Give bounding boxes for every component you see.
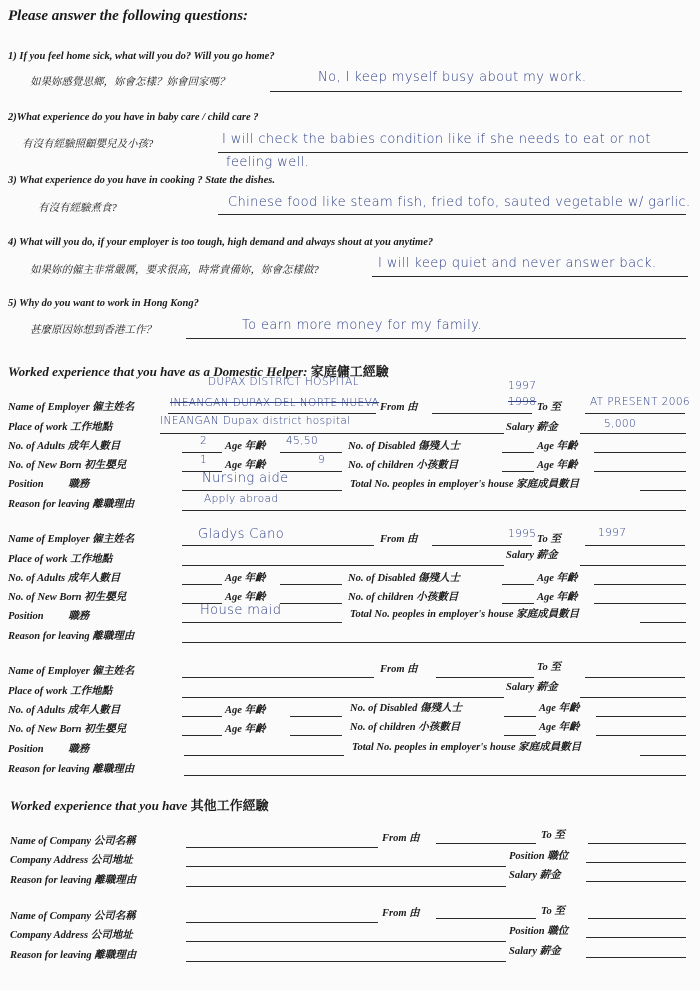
form-label: Company Address: [10, 855, 89, 866]
field-underline: [280, 584, 342, 585]
form-label: Position: [509, 926, 545, 937]
form-label: 職位: [547, 851, 569, 862]
form-label: Age: [537, 592, 554, 603]
form-label: Total No. peoples in employer's house: [350, 609, 514, 620]
field-underline: [290, 716, 342, 717]
form-label: Age: [537, 573, 554, 584]
field-underline: [594, 603, 686, 604]
form-label: 薪金: [536, 422, 558, 433]
field-underline: [436, 677, 534, 678]
employer1-salary-label: [506, 419, 558, 434]
employer2-position[interactable]: House maid: [200, 603, 282, 618]
form-label: [225, 721, 266, 736]
field-underline: [182, 510, 686, 511]
form-label: [509, 923, 568, 938]
answer-3-line: [218, 214, 686, 215]
employer1-name-above: DUPAX DISTRICT HOSPITAL: [208, 376, 359, 388]
form-label: 工作地點: [70, 554, 113, 565]
form-label: 公司地址: [90, 855, 133, 866]
form-label: 小孩數目: [416, 460, 459, 471]
form-label: [225, 702, 266, 717]
form-label: Worked experience that you have as a Domestic Helper:: [8, 364, 308, 379]
form-label: 離職理由: [92, 631, 135, 642]
form-label: Salary: [509, 870, 538, 881]
form-label: From: [380, 664, 405, 675]
form-label: 離職理由: [94, 950, 137, 961]
form-label: [539, 719, 580, 734]
form-label: 至: [550, 534, 561, 545]
field-underline: [182, 622, 342, 623]
employer1-reason-label: [8, 496, 134, 511]
form-label: 僱主姓名: [92, 666, 135, 677]
field-underline: [184, 775, 686, 776]
form-label: 僱主姓名: [92, 402, 135, 413]
form-label: 年齡: [244, 705, 266, 716]
form-label: Name of Company: [10, 836, 92, 847]
form-label: No. of Disabled: [350, 703, 418, 714]
employer1-position[interactable]: Nursing aide: [202, 471, 289, 486]
field-underline: [182, 452, 222, 453]
form-label: [10, 927, 133, 942]
form-label: [8, 761, 134, 776]
form-label: 初生嬰兒: [84, 724, 127, 735]
form-label: Age: [225, 460, 242, 471]
form-label: Name of Employer: [8, 666, 90, 677]
employer1-adults-age[interactable]: 45,50: [286, 435, 319, 447]
form-label: [352, 739, 581, 754]
field-underline: [182, 716, 222, 717]
field-underline: [580, 565, 686, 566]
form-label: [537, 457, 578, 472]
employer1-from-label: [380, 399, 418, 414]
form-label: No. of New Born: [8, 592, 82, 603]
form-label: 工作地點: [70, 422, 113, 433]
field-underline: [640, 490, 686, 491]
field-underline: [585, 677, 685, 678]
field-underline: [502, 584, 534, 585]
form-label: 家庭成員數目: [516, 479, 580, 490]
form-label: 年齡: [244, 441, 266, 452]
employer1-from-above: 1997: [508, 380, 537, 392]
form-label: 由: [407, 664, 418, 675]
form-label: 初生嬰兒: [84, 460, 127, 471]
employer1-newborn-label: [8, 457, 126, 472]
question-4: 4) What will you do, if your employer is too tough, high demand and always shout at you anytime?: [8, 237, 434, 248]
form-label: 家庭成員數目: [518, 742, 582, 753]
field-underline: [280, 603, 342, 604]
field-underline: [594, 452, 686, 453]
form-label: [225, 589, 266, 604]
form-label: 年齡: [556, 592, 578, 603]
field-underline: [594, 471, 686, 472]
field-underline: [182, 490, 342, 491]
form-label: To: [537, 662, 548, 673]
field-underline: [596, 716, 686, 717]
field-underline: [586, 881, 686, 882]
form-label: [8, 663, 134, 678]
form-label: 家庭傭工經驗: [310, 364, 389, 379]
question-1-zh: 如果妳感覺思鄉，妳會怎樣？妳會回家嗎？: [30, 77, 230, 88]
form-label: Name of Employer: [8, 402, 90, 413]
form-label: 由: [407, 534, 418, 545]
form-label: 僱主姓名: [92, 534, 135, 545]
form-label: [10, 947, 136, 962]
form-label: 小孩數目: [418, 722, 461, 733]
form-label: Age: [537, 460, 554, 471]
answer-2[interactable]: I will check the babies condition like if she needs to eat or not: [222, 132, 651, 147]
field-underline: [432, 413, 532, 414]
answer-5[interactable]: To earn more money for my family.: [242, 318, 482, 333]
form-label: 成年人數目: [67, 573, 121, 584]
employer1-reason[interactable]: Apply abroad: [204, 493, 279, 505]
form-label: [537, 438, 578, 453]
form-label: [348, 589, 458, 604]
form-label: [10, 872, 136, 887]
form-label: 薪金: [539, 870, 561, 881]
employer1-name-label: [8, 399, 134, 414]
form-label: Reason for leaving: [10, 875, 92, 886]
form-label: Age: [225, 705, 242, 716]
form-label: [10, 908, 136, 923]
question-3-zh: 有沒有經驗煮食?: [38, 203, 117, 214]
field-underline: [186, 941, 506, 942]
form-label: 初生嬰兒: [84, 592, 127, 603]
employer1-newborn-age[interactable]: 9: [318, 454, 326, 466]
employer1-salary[interactable]: 5,000: [604, 418, 637, 430]
form-label: Total No. peoples in employer's house: [350, 479, 514, 490]
form-label: Name of Employer: [8, 534, 90, 545]
form-label: Age: [225, 573, 242, 584]
field-underline: [596, 735, 686, 736]
question-4-zh: 如果妳的僱主非常嚴厲，要求很高，時常責備妳，妳會怎樣做?: [30, 265, 319, 276]
field-underline: [182, 735, 222, 736]
field-underline: [182, 584, 222, 585]
form-label: [509, 848, 568, 863]
form-label: To: [537, 534, 548, 545]
answer-2-line: [218, 152, 688, 153]
form-label: 職務: [68, 744, 90, 755]
form-label: Worked experience that you have: [10, 798, 188, 813]
question-5-zh: 甚麼原因妳想到香港工作？: [30, 325, 156, 336]
form-label: 年齡: [244, 460, 266, 471]
form-label: No. of Adults: [8, 573, 66, 584]
field-underline: [432, 545, 532, 546]
employer1-position-label: [8, 476, 89, 491]
form-label: No. of Disabled: [348, 441, 416, 452]
employer2-from[interactable]: 1995: [508, 528, 537, 540]
form-label: No. of children: [350, 722, 416, 733]
form-label: Reason for leaving: [8, 764, 90, 775]
form-label: No. of New Born: [8, 460, 82, 471]
field-underline: [585, 545, 685, 546]
form-label: [541, 827, 565, 842]
answer-4-line: [372, 276, 688, 277]
field-underline: [580, 433, 686, 434]
form-label: Name of Company: [10, 911, 92, 922]
form-label: [350, 606, 579, 621]
form-label: [380, 661, 418, 676]
form-label: Age: [225, 441, 242, 452]
employer1-name[interactable]: INEANGAN DUPAX DEL NORTE NUEVA: [170, 397, 380, 409]
field-underline: [280, 452, 342, 453]
form-label: 年齡: [558, 722, 580, 733]
field-underline: [186, 866, 506, 867]
field-underline: [586, 862, 686, 863]
form-label: 成年人數目: [67, 441, 121, 452]
form-label: [225, 438, 266, 453]
field-underline: [186, 847, 378, 848]
employer2-to[interactable]: 1997: [598, 527, 627, 539]
form-label: Reason for leaving: [8, 499, 90, 510]
field-underline: [184, 755, 344, 756]
form-label: 薪金: [539, 946, 561, 957]
page-title: Please answer the following questions:: [8, 8, 249, 24]
field-underline: [640, 755, 686, 756]
field-underline: [640, 622, 686, 623]
form-label: 公司名稱: [93, 911, 136, 922]
field-underline: [585, 413, 685, 414]
form-label: [537, 659, 561, 674]
form-label: From: [380, 534, 405, 545]
form-label: [537, 589, 578, 604]
form-label: [8, 721, 126, 736]
form-label: Salary: [506, 682, 535, 693]
form-label: [506, 679, 558, 694]
field-underline: [588, 843, 686, 844]
form-label: Age: [539, 722, 556, 733]
form-label: [225, 570, 266, 585]
form-label: Reason for leaving: [10, 950, 92, 961]
form-label: No. of New Born: [8, 724, 82, 735]
field-underline: [586, 957, 686, 958]
form-label: From: [382, 908, 407, 919]
form-label: 其他工作經驗: [190, 798, 269, 813]
answer-1[interactable]: No, I keep myself busy about my work.: [318, 70, 587, 85]
form-label: [509, 867, 561, 882]
field-underline: [160, 433, 504, 434]
form-label: No. of Adults: [8, 441, 66, 452]
field-underline: [586, 937, 686, 938]
form-label: No. of Disabled: [348, 573, 416, 584]
form-label: To: [541, 830, 552, 841]
field-underline: [504, 735, 536, 736]
form-label: [509, 943, 561, 958]
field-underline: [280, 471, 342, 472]
employer1-place[interactable]: INEANGAN Dupax district hospital: [160, 415, 351, 427]
answer-5-line: [186, 338, 686, 339]
form-label: [348, 457, 458, 472]
field-underline: [594, 584, 686, 585]
form-label: 職務: [68, 611, 90, 622]
form-label: Salary: [506, 550, 535, 561]
answer-3[interactable]: Chinese food like steam fish, fried tofo, sauted vegetable w/ garlic.: [228, 195, 691, 210]
answer-1-line: [270, 91, 682, 92]
form-label: Age: [225, 592, 242, 603]
field-underline: [182, 642, 686, 643]
field-underline: [502, 603, 534, 604]
question-3: 3) What experience do you have in cooking ? State the dishes.: [8, 175, 275, 186]
form-label: Age: [537, 441, 554, 452]
field-underline: [182, 565, 504, 566]
form-label: 由: [409, 833, 420, 844]
field-underline: [580, 697, 686, 698]
form-label: 離職理由: [94, 875, 137, 886]
employer1-to-label: [537, 399, 561, 414]
field-underline: [182, 545, 374, 546]
field-underline: [186, 961, 506, 962]
form-label: 至: [554, 906, 565, 917]
question-2: 2)What experience do you have in baby care / child care ?: [8, 112, 259, 123]
form-label: Place of work: [8, 686, 68, 697]
form-label: Reason for leaving: [8, 631, 90, 642]
form-label: 由: [409, 908, 420, 919]
form-label: 至: [554, 830, 565, 841]
form-label: 公司地址: [90, 930, 133, 941]
form-label: [8, 570, 120, 585]
form-label: Position: [509, 851, 545, 862]
employer1-place-label: [8, 419, 112, 434]
field-underline: [436, 918, 536, 919]
form-label: From: [380, 402, 405, 413]
answer-2-cont[interactable]: feeling well.: [226, 155, 310, 170]
form-label: Place of work: [8, 554, 68, 565]
form-label: Total No. peoples in employer's house: [352, 742, 516, 753]
form-label: 年齡: [556, 460, 578, 471]
question-5: 5) Why do you want to work in Hong Kong?: [8, 298, 199, 309]
field-underline: [436, 843, 536, 844]
form-label: [350, 700, 462, 715]
employer1-to[interactable]: AT PRESENT 2006: [590, 396, 691, 408]
field-underline: [502, 452, 534, 453]
question-2-zh: 有沒有經驗照顧嬰兒及小孩?: [22, 139, 154, 150]
form-label: [8, 551, 112, 566]
field-underline: [290, 735, 342, 736]
field-underline: [186, 922, 378, 923]
form-label: To: [541, 906, 552, 917]
form-label: 年齡: [244, 724, 266, 735]
form-label: [225, 457, 266, 472]
form-label: 年齡: [556, 573, 578, 584]
field-underline: [502, 471, 534, 472]
form-label: 職務: [68, 479, 90, 490]
form-label: [506, 547, 558, 562]
form-label: From: [382, 833, 407, 844]
form-label: 工作地點: [70, 686, 113, 697]
form-label: [382, 905, 420, 920]
form-label: [8, 683, 112, 698]
form-label: 年齡: [556, 441, 578, 452]
form-label: [348, 438, 460, 453]
form-label: [8, 628, 134, 643]
form-label: 離職理由: [92, 764, 135, 775]
field-underline: [182, 677, 374, 678]
form-label: To: [537, 402, 548, 413]
form-label: 傷殘人士: [418, 573, 460, 584]
form-label: 傷殘人士: [418, 441, 460, 452]
form-label: No. of Adults: [8, 705, 66, 716]
employer1-adults[interactable]: 2: [200, 435, 208, 447]
form-label: [10, 852, 133, 867]
form-label: [350, 476, 579, 491]
field-underline: [182, 697, 504, 698]
field-underline: [186, 886, 506, 887]
form-label: 成年人數目: [67, 705, 121, 716]
form-label: 年齡: [244, 573, 266, 584]
form-label: 公司名稱: [93, 836, 136, 847]
other-section-header: [10, 795, 269, 814]
form-label: 家庭成員數目: [516, 609, 580, 620]
form-label: Age: [225, 724, 242, 735]
form-label: 職位: [547, 926, 569, 937]
form-label: [8, 608, 89, 623]
form-label: [8, 702, 120, 717]
form-label: [10, 833, 136, 848]
form-label: Salary: [506, 422, 535, 433]
form-label: [537, 570, 578, 585]
employer2-name-label: [8, 531, 134, 546]
field-underline: [168, 413, 376, 414]
form-label: Place of work: [8, 422, 68, 433]
form-label: [348, 570, 460, 585]
form-label: 年齡: [558, 703, 580, 714]
form-label: [380, 531, 418, 546]
form-label: 至: [550, 662, 561, 673]
question-1: 1) If you feel home sick, what will you do? Will you go home?: [8, 51, 275, 62]
employer1-from[interactable]: 1998: [508, 396, 537, 408]
form-label: Position: [8, 479, 44, 490]
form-label: Age: [539, 703, 556, 714]
form-label: No. of children: [348, 592, 414, 603]
answer-4[interactable]: I will keep quiet and never answer back.: [378, 256, 657, 271]
form-label: No. of children: [348, 460, 414, 471]
form-label: 薪金: [536, 550, 558, 561]
form-label: 年齡: [244, 592, 266, 603]
employer1-newborn[interactable]: 1: [200, 454, 208, 466]
field-underline: [504, 716, 536, 717]
form-label: [537, 531, 561, 546]
form-label: 傷殘人士: [420, 703, 462, 714]
form-label: [382, 830, 420, 845]
form-label: [539, 700, 580, 715]
field-underline: [588, 918, 686, 919]
form-label: 由: [407, 402, 418, 413]
form-label: Position: [8, 611, 44, 622]
form-label: 離職理由: [92, 499, 135, 510]
employer2-name[interactable]: Gladys Cano: [198, 527, 285, 542]
form-label: Position: [8, 744, 44, 755]
form-label: 小孩數目: [416, 592, 459, 603]
form-label: [8, 741, 89, 756]
form-label: [350, 719, 460, 734]
form-label: 至: [550, 402, 561, 413]
form-label: [8, 589, 126, 604]
form-label: 薪金: [536, 682, 558, 693]
employer1-adults-label: [8, 438, 120, 453]
form-label: Company Address: [10, 930, 89, 941]
form-label: [541, 903, 565, 918]
form-label: Salary: [509, 946, 538, 957]
